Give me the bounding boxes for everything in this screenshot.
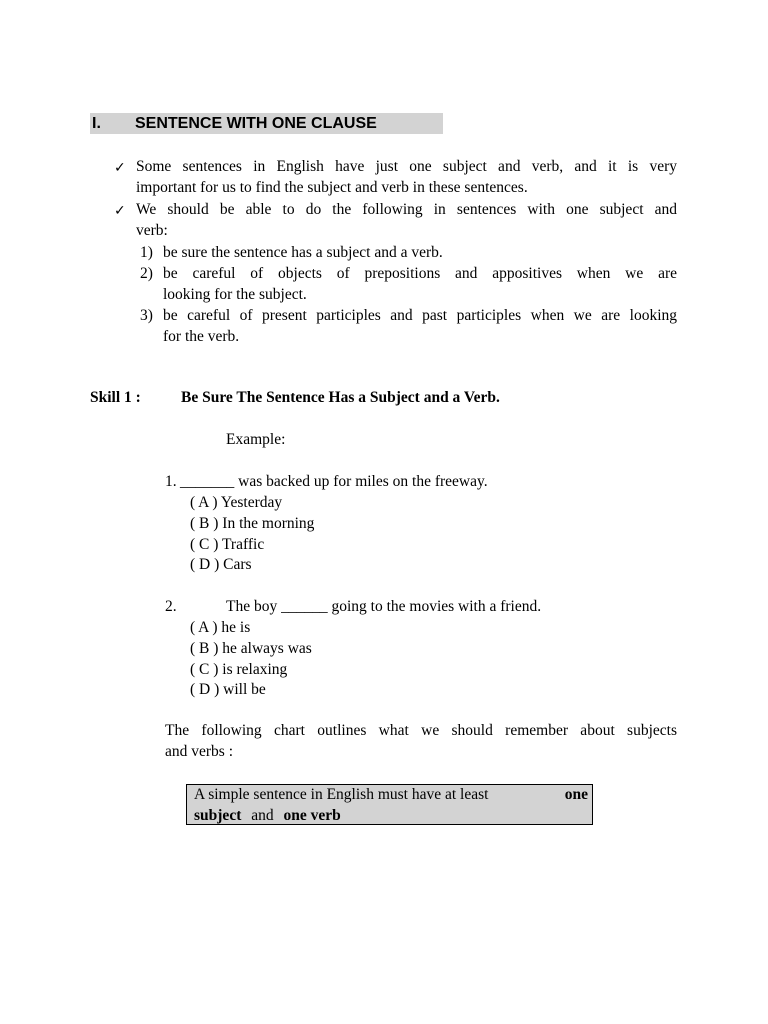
bullet-1-line-2: important for us to find the subject and verb in these sentences. [136,179,528,196]
step-number: 1) [140,244,153,261]
section-number: I. [92,115,101,132]
example-label: Example: [226,431,286,448]
step-2-line-2: looking for the subject. [163,286,307,303]
rule-box-text: A simple sentence in English must have at least [194,786,489,803]
section-title: SENTENCE WITH ONE CLAUSE [135,115,377,132]
answer-option: ( C ) is relaxing [190,661,288,678]
skill-label: Skill 1 : [90,389,141,406]
question-1-text: _______ was backed up for miles on the freeway. [180,473,488,490]
rule-box-bold-subject: subject [194,807,242,824]
rule-box-line-2 [194,807,341,825]
step-2-line-1: be careful of objects of prepositions and appositives when we are [163,265,677,282]
answer-option: ( C ) Traffic [190,536,265,553]
step-3-line-1: be careful of present participles and past participles when we are looking [163,307,677,324]
chart-intro-line-2: and verbs : [165,743,234,760]
step-1-line-1: be sure the sentence has a subject and a verb. [163,244,443,261]
answer-option: ( D ) Cars [190,556,252,573]
bullet-2-line-1: We should be able to do the following in sentences with one subject and [136,201,677,218]
rule-box-text-and: and [251,807,274,824]
question-2-text: The boy ______ going to the movies with a friend. [226,598,542,615]
chart-intro-line-1: The following chart outlines what we should remember about subjects [165,722,677,739]
answer-option: ( B ) In the morning [190,515,315,532]
bullet-1-line-1: Some sentences in English have just one subject and verb, and it is very [136,158,677,175]
rule-box-bold-one-verb: one verb [283,807,341,824]
step-number: 3) [140,307,153,324]
checkmark-icon: ✓ [114,203,126,219]
answer-option: ( A ) he is [190,619,251,636]
answer-option: ( D ) will be [190,681,266,698]
skill-title: Be Sure The Sentence Has a Subject and a Verb. [181,389,500,406]
answer-option: ( A ) Yesterday [190,494,283,511]
answer-option: ( B ) he always was [190,640,312,657]
rule-box-line-1 [194,786,588,804]
step-number: 2) [140,265,153,282]
rule-box-bold-one: one [564,786,588,803]
question-number: 2. [165,598,177,615]
question-number: 1. [165,473,177,490]
checkmark-icon: ✓ [114,160,126,176]
bullet-2-line-2: verb: [136,222,168,239]
step-3-line-2: for the verb. [163,328,240,345]
